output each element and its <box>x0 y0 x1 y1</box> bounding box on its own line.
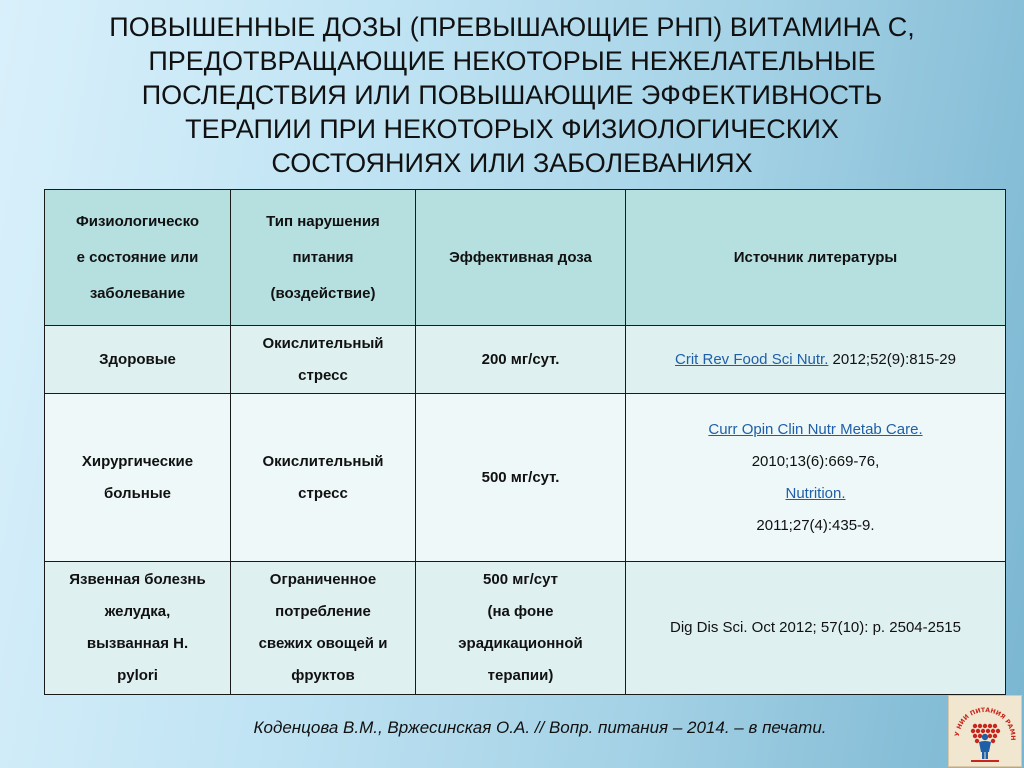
title-line: ТЕРАПИИ ПРИ НЕКОТОРЫХ ФИЗИОЛОГИЧЕСКИХ <box>185 114 839 144</box>
source-link[interactable]: Crit Rev Food Sci Nutr. <box>675 350 829 368</box>
cell-condition <box>45 394 231 562</box>
cell-text: желудка, <box>104 603 171 620</box>
cell-text: Окислительный <box>262 334 384 352</box>
logo-arc-text: У НИИ ПИТАНИЯ РАМН <box>953 706 1017 741</box>
cell-text: эрадикационной <box>458 635 583 652</box>
table-row <box>45 394 1006 562</box>
source-text: 2011;27(4):435-9. <box>756 516 875 534</box>
header-type <box>231 190 416 326</box>
cell-text: Хирургические <box>81 452 194 470</box>
header-text: питания <box>292 248 354 266</box>
logo-dots <box>971 724 1000 743</box>
cell-text: свежих овощей и <box>258 635 388 652</box>
cell-text: Здоровые <box>99 350 176 368</box>
table-row <box>45 562 1006 695</box>
cell-condition <box>45 562 231 695</box>
source-link[interactable]: Curr Opin Clin Nutr Metab Care. <box>708 420 923 438</box>
title-line: СОСТОЯНИЯХ ИЛИ ЗАБОЛЕВАНИЯХ <box>271 148 753 178</box>
cell-text: Окислительный <box>262 452 384 470</box>
header-text: Физиологическо <box>75 212 200 230</box>
cell-type <box>231 562 416 695</box>
cell-condition <box>45 326 231 394</box>
source-link[interactable]: Nutrition. <box>785 484 846 502</box>
cell-text: Ограниченное <box>269 571 377 588</box>
cell-source <box>626 562 1006 695</box>
cell-text: Язвенная болезнь <box>69 571 206 588</box>
header-text: Источник литературы <box>733 248 898 266</box>
header-text: е состояние или <box>76 248 199 266</box>
header-text: Тип нарушения <box>266 212 380 230</box>
cell-dose <box>416 326 626 394</box>
title-line: ПОСЛЕДСТВИЯ ИЛИ ПОВЫШАЮЩИЕ ЭФФЕКТИВНОСТЬ <box>141 80 883 110</box>
cell-source <box>626 394 1006 562</box>
cell-text: 200 мг/сут. <box>481 350 560 368</box>
logo-emblem-icon <box>949 696 1021 766</box>
cell-text: (на фоне <box>487 603 554 620</box>
title-line: ПРЕДОТВРАЩАЮЩИЕ НЕКОТОРЫЕ НЕЖЕЛАТЕЛЬНЫЕ <box>148 46 876 76</box>
source-text: 2012;52(9):815-29 <box>828 350 956 368</box>
vitamin-c-table <box>44 189 1006 695</box>
cell-text: 500 мг/сут <box>483 571 558 588</box>
header-text: (воздействие) <box>270 284 376 302</box>
cell-text: больные <box>103 484 172 502</box>
cell-text: 500 мг/сут. <box>481 468 560 486</box>
header-dose <box>416 190 626 326</box>
header-source <box>626 190 1006 326</box>
cell-text: pylori <box>117 667 158 684</box>
cell-text: вызванная H. <box>86 635 189 652</box>
cell-text: терапии) <box>487 667 554 684</box>
cell-type <box>231 394 416 562</box>
table-row <box>45 326 1006 394</box>
source-text: 2010;13(6):669-76, <box>751 452 880 470</box>
source-line <box>632 478 999 542</box>
cell-dose <box>416 562 626 695</box>
cell-text: фруктов <box>291 667 355 684</box>
cell-text: потребление <box>275 603 371 620</box>
table-header-row <box>45 190 1006 326</box>
institute-logo <box>948 695 1022 767</box>
cell-source <box>626 326 1006 394</box>
header-text: заболевание <box>89 284 186 302</box>
cell-text: стресс <box>298 484 348 502</box>
title-line: ПОВЫШЕННЫЕ ДОЗЫ (ПРЕВЫШАЮЩИЕ РНП) ВИТАМИНА С, <box>109 12 915 42</box>
header-text: Эффективная доза <box>449 248 592 266</box>
citation-footer: Коденцова В.М., Вржесинская О.А. // Вопр. питания – 2014. – в печати. <box>253 718 827 737</box>
source-text: Dig Dis Sci. Oct 2012; 57(10): p. 2504-2515 <box>670 619 961 636</box>
cell-type <box>231 326 416 394</box>
header-condition <box>45 190 231 326</box>
slide-title <box>40 10 984 180</box>
cell-text: стресс <box>298 366 348 384</box>
cell-dose <box>416 394 626 562</box>
